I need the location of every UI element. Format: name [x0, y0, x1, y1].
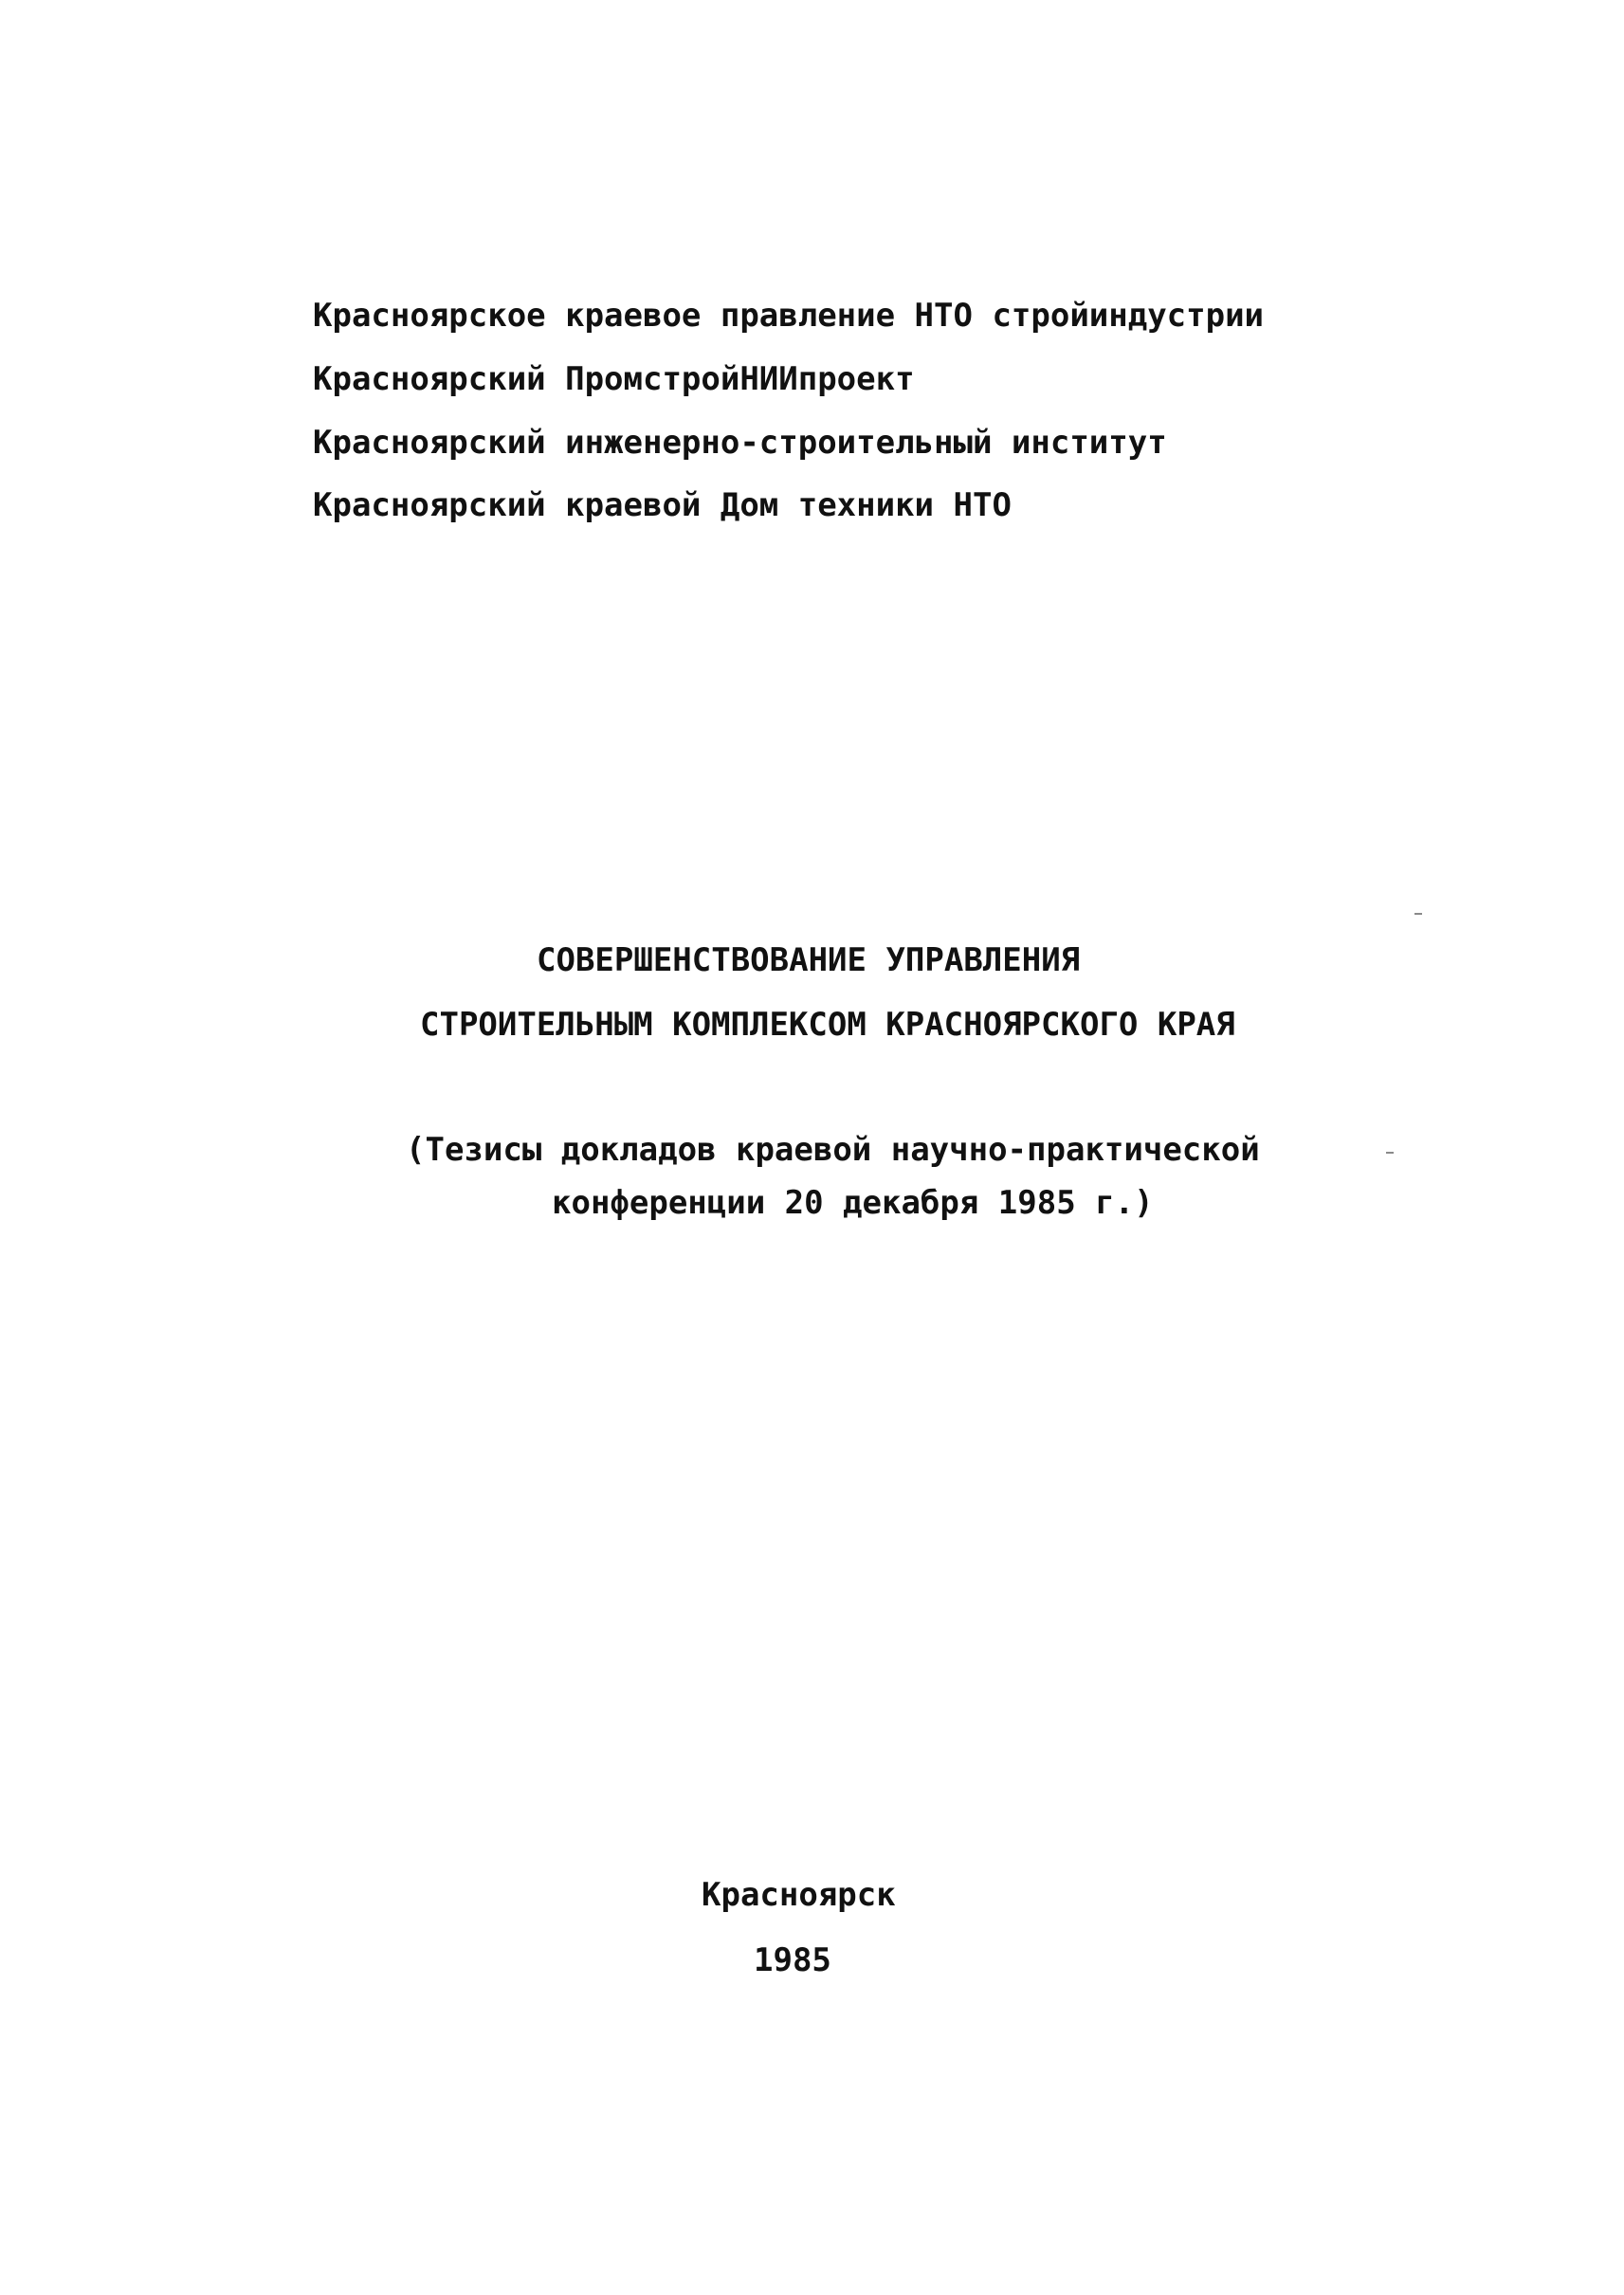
- scan-speck: [1386, 1152, 1394, 1154]
- organization-line: Красноярский инженерно-строительный институт: [313, 424, 1167, 462]
- imprint-year: 1985: [754, 1941, 831, 1979]
- organization-line: Красноярский ПромстройНИИпроект: [313, 360, 915, 398]
- organization-line: Красноярский краевой Дом техники НТО: [313, 486, 1012, 524]
- document-title-line-1: СОВЕРШЕНСТВОВАНИЕ УПРАВЛЕНИЯ: [537, 941, 1081, 979]
- scan-speck: [1414, 913, 1422, 915]
- document-subtitle-line-1: (Тезисы докладов краевой научно-практической: [406, 1131, 1260, 1169]
- document-subtitle-line-2: конференции 20 декабря 1985 г.): [552, 1184, 1154, 1222]
- document-title-line-2: СТРОИТЕЛЬНЫМ КОМПЛЕКСОМ КРАСНОЯРСКОГО КРАЯ: [420, 1006, 1235, 1044]
- organization-line: Красноярское краевое правление НТО стройиндустрии: [313, 297, 1265, 335]
- imprint-city: Красноярск: [702, 1876, 896, 1914]
